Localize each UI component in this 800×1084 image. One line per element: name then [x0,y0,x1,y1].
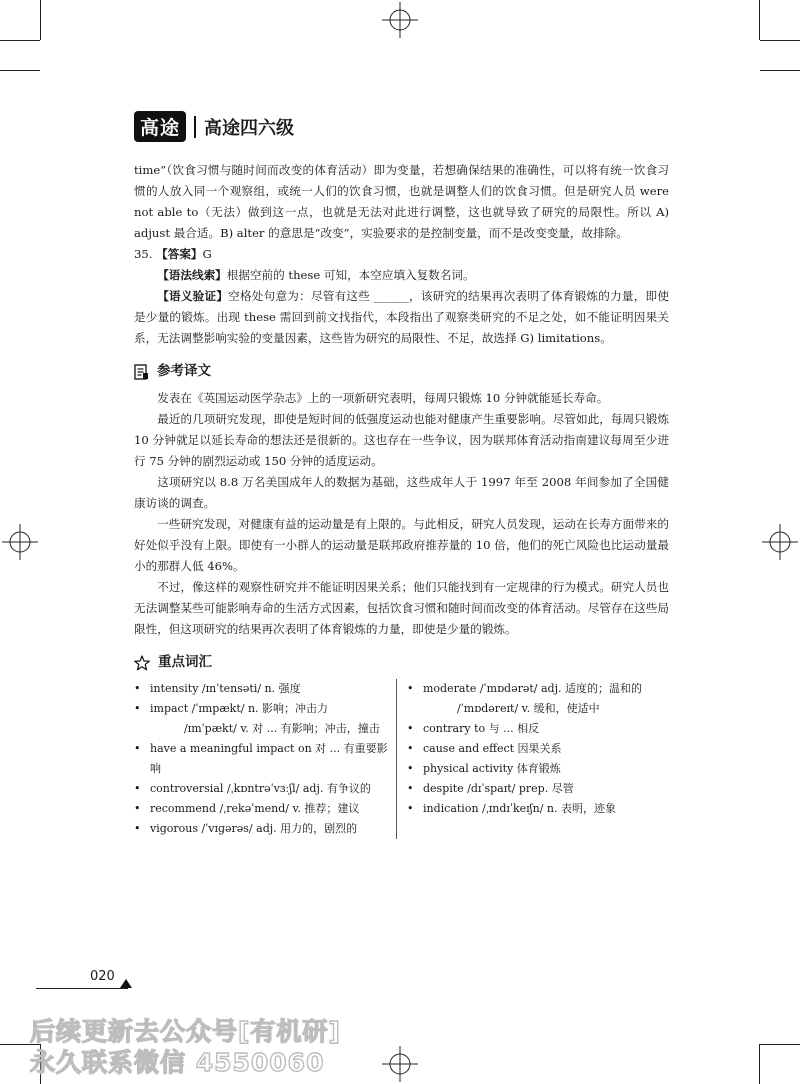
grammar-clue-label: 【语法线索】 [157,268,227,282]
vocab-entry: physical activity 体育锻炼 [423,762,561,775]
watermark-line-2: 永久联系微信 4550060 [30,1048,325,1077]
vocab-item-continuation [134,719,396,739]
translation-paragraph: 一些研究发现，对健康有益的运动量是有上限的。与此相反，研究人员发现，运动在长寿方面带来的好处似乎没有上限。即使有一小群人的运动量是联邦政府推荐量的 10 倍，他们的死亡风险也比运动量最小的那群人低 46%。 [134,517,669,573]
bullet: • [134,702,141,715]
semantic-verification [134,286,669,349]
vocab-entry: vigorous /ˈvɪɡərəs/ adj. 用力的，剧烈的 [150,822,358,835]
vocab-item [407,719,669,739]
registration-mark-icon [382,2,418,38]
translation-heading [134,361,669,382]
vocab-item [134,679,396,699]
semantic-verification-text: 空格处句意为：尽管有这些 ______，该研究的结果再次表明了体育锻炼的力量，即使是少量的锻炼。出现 these 需回到前文找指代，本段指出了观察类研究的不足之处，如不能证明因果关系，无法调整影响实验的变量因素，这些皆为研究的局限性、不足，故选择 G) limitations。 [134,289,669,345]
registration-mark-icon [762,524,798,560]
vocab-entry: cause and effect 因果关系 [423,742,562,755]
answer-35-heading [134,244,669,265]
translation-paragraph: 最近的几项研究发现，即使是短时间的低强度运动也能对健康产生重要影响。尽管如此，每周只锻炼 10 分钟就足以延长寿命的想法还是很新的。这也存在一些争议，因为联邦体育活动指南建议每周至少进行 75 分钟的剧烈运动或 150 分钟的适度运动。 [134,412,669,468]
bullet: • [407,762,414,775]
vocab-column-left [134,679,396,839]
vocab-entry: intensity /ɪnˈtensəti/ n. 强度 [150,682,301,695]
page-header [134,111,294,142]
brand-name: 高途四六级 [204,117,295,139]
document-icon [134,364,149,380]
bullet: • [134,802,141,815]
vocab-entry: /ˈmɒdəreɪt/ v. 缓和，使适中 [457,702,600,715]
vocab-entry: indication /ˌɪndɪˈkeɪʃn/ n. 表明，迹象 [423,802,616,815]
vocab-entry: have a meaningful impact on 对 ... 有重要影响 [150,742,388,775]
registration-mark-icon [382,1046,418,1082]
star-icon [134,655,150,671]
vocab-item [407,799,669,819]
answer-value: G [202,247,212,261]
brand-logo: 高途 [134,111,186,142]
vocab-entry: impact /ˈɪmpækt/ n. 影响；冲击力 [150,702,329,715]
bullet: • [407,782,414,795]
watermark-line-1: 后续更新去公众号[有机研] [30,1017,341,1046]
translation-paragraph: 这项研究以 8.8 万名美国成年人的数据为基础，这些成年人于 1997 年至 2008 年间参加了全国健康访谈的调查。 [134,475,669,510]
bullet: • [407,722,414,735]
vocab-item [407,679,669,699]
vocab-item [407,759,669,779]
triangle-marker-icon [120,979,132,988]
vocab-entry: controversial /ˌkɒntrəˈvɜːʃl/ adj. 有争议的 [150,782,371,795]
crop-mark [759,0,760,40]
bullet: • [407,682,414,695]
vocab-item [134,779,396,799]
header-divider [194,116,196,138]
crop-mark [40,0,41,40]
bullet: • [407,742,414,755]
vocab-item [134,739,396,779]
translation-paragraph: 不过，像这样的观察性研究并不能证明因果关系；他们只能找到有一定规律的行为模式。研究人员也无法调整某些可能影响寿命的生活方式因素，包括饮食习惯和随时间而改变的体育活动。尽管存在这些局限性，但这项研究的结果再次表明了体育锻炼的力量，即使是少量的锻炼。 [134,580,669,636]
vocab-heading-text: 重点词汇 [158,654,212,670]
vocab-entry: despite /dɪˈspaɪt/ prep. 尽管 [423,782,574,795]
vocab-entry: moderate /ˈmɒdərət/ adj. 适度的；温和的 [423,682,642,695]
vocab-item [134,819,396,839]
vocab-item [134,699,396,719]
registration-mark-icon [2,524,38,560]
vocab-item [134,799,396,819]
bullet: • [134,782,141,795]
vocab-list [134,679,669,839]
crop-mark [0,70,40,71]
vocab-column-right [396,679,669,839]
question-number: 35. [134,247,153,261]
crop-mark [760,40,800,41]
bullet: • [407,802,414,815]
footer-rule [36,988,128,989]
crop-mark [760,1044,800,1045]
crop-mark [759,1044,760,1084]
translation-paragraph: 发表在《英国运动医学杂志》上的一项新研究表明，每周只锻炼 10 分钟就能延长寿命。 [157,391,609,405]
page-number: 020 [90,969,115,984]
answer-34-continuation: time”（饮食习惯与随时间而改变的体育活动）即为变量，若想确保结果的准确性，可以将有统一饮食习惯的人放入同一个观察组，或统一人们的饮食习惯，也就是调整人们的饮食习惯。但是研究人员 were not able to（无法）做到这一点，也就是无法对此进行调整，这也就导致了研究的局限性。所以 A) adjust 最合适。B) alter 的意思是“改变”，实验要求的是控制变量，而不是改变变量，故排除。 [134,163,669,240]
bullet: • [134,822,141,835]
page-content [134,160,669,839]
bullet: • [134,742,141,755]
crop-mark [0,40,40,41]
vocab-heading [134,652,669,673]
vocab-item [407,779,669,799]
bullet: • [134,682,141,695]
vocab-entry: contrary to 与 ... 相反 [423,722,540,735]
vocab-entry: /ɪmˈpækt/ v. 对 ... 有影响；冲击，撞击 [184,722,380,735]
vocab-item [407,739,669,759]
crop-mark [760,70,800,71]
answer-label: 【答案】 [156,247,203,261]
grammar-clue [134,265,669,286]
translation-heading-text: 参考译文 [157,363,211,379]
vocab-item-continuation [407,699,669,719]
vocab-entry: recommend /ˌrekəˈmend/ v. 推荐；建议 [150,802,360,815]
semantic-verification-label: 【语义验证】 [157,289,229,303]
grammar-clue-text: 根据空前的 these 可知，本空应填入复数名词。 [226,268,475,282]
